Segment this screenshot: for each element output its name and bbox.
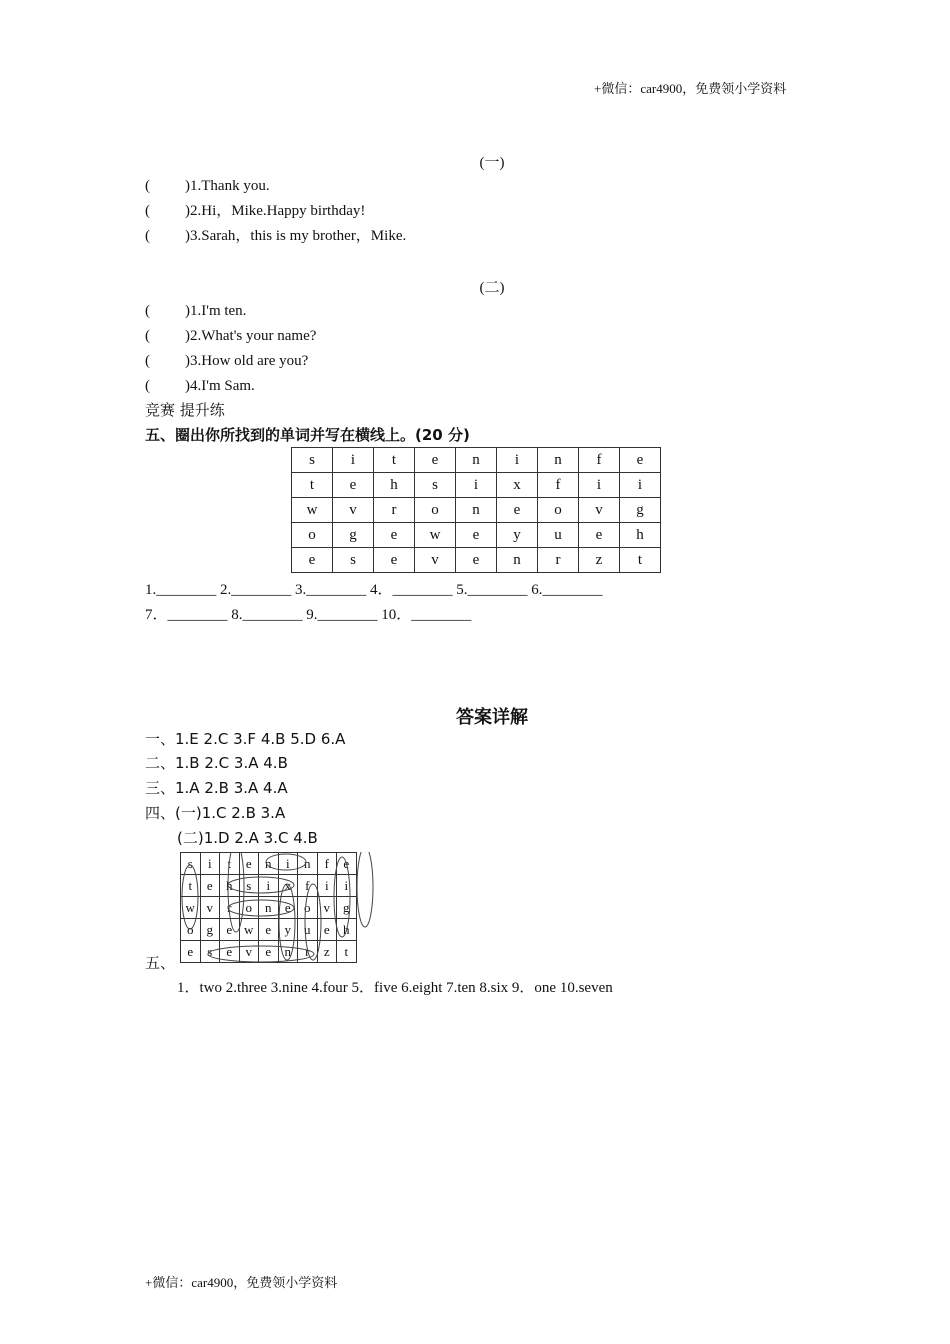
grid-row [292, 523, 661, 548]
grid-cell: e [374, 548, 415, 573]
grid-cell: r [220, 897, 240, 919]
grid-cell: e [415, 448, 456, 473]
grid-cell: o [292, 523, 333, 548]
answers-title: 答案详解 [456, 707, 528, 728]
grid-cell: g [333, 523, 374, 548]
grid-cell: f [298, 875, 318, 897]
answer-paren[interactable]: ( [145, 228, 150, 244]
list-item [145, 301, 246, 321]
answer-line-1: 一、1.E 2.C 3.F 4.B 5.D 6.A [145, 730, 346, 748]
answer-paren[interactable]: ( [145, 303, 150, 319]
grid-cell: w [239, 919, 259, 941]
circle-nine [334, 857, 350, 937]
grid-cell: e [456, 548, 497, 573]
grid-cell: s [415, 473, 456, 498]
footer-note: +微信：car4900，免费领小学资料 [145, 1275, 338, 1290]
blanks-row-2: 7．________ 8.________ 9.________ 10．________ [145, 607, 472, 623]
grid-cell: i [333, 448, 374, 473]
answer-line-7: 1．two 2.three 3.nine 4.four 5．five 6.eight 7.ten 8.six 9．one 10.seven [177, 980, 613, 996]
grid-cell: t [181, 875, 201, 897]
grid-cell: z [579, 548, 620, 573]
grid-cell: n [456, 448, 497, 473]
grid-cell: o [538, 498, 579, 523]
grid-cell: e [200, 875, 220, 897]
grid-cell: r [298, 941, 318, 963]
grid-cell: n [278, 941, 298, 963]
grid-cell: x [497, 473, 538, 498]
grid-cell: t [337, 941, 357, 963]
grid-cell: f [538, 473, 579, 498]
grid-cell: i [620, 473, 661, 498]
section2-label: (二) [479, 280, 505, 296]
header-note: +微信：car4900，免费领小学资料 [594, 81, 787, 96]
grid-cell: i [456, 473, 497, 498]
grid-cell: w [181, 897, 201, 919]
grid-cell: e [292, 548, 333, 573]
grid-cell: s [181, 853, 201, 875]
grid-row [292, 448, 661, 473]
circle-eight [305, 884, 321, 960]
grid-cell: u [538, 523, 579, 548]
grid-cell: e [278, 897, 298, 919]
grid-cell: h [337, 919, 357, 941]
grid-cell: e [579, 523, 620, 548]
grid-cell: n [259, 897, 279, 919]
item-text: )2.Hi，Mike.Happy birthday! [185, 203, 366, 219]
grid-cell: n [538, 448, 579, 473]
grid-cell: v [333, 498, 374, 523]
grid-cell: f [579, 448, 620, 473]
grid-cell: w [292, 498, 333, 523]
grid-cell: e [220, 919, 240, 941]
grid-cell: e [337, 853, 357, 875]
word-search-grid [291, 447, 661, 573]
competition-label: 竞赛 提升练 [145, 401, 225, 419]
grid-cell: e [456, 523, 497, 548]
grid-cell: i [497, 448, 538, 473]
answer-line-4: 四、(一)1.C 2.B 3.A [145, 804, 286, 822]
grid-cell: n [497, 548, 538, 573]
item-text: )1.Thank you. [185, 178, 270, 194]
circle-seven [208, 946, 314, 962]
grid-cell: n [259, 853, 279, 875]
item-text: )2.What's your name? [185, 328, 317, 344]
grid-cell: e [259, 919, 279, 941]
grid-cell: e [317, 919, 337, 941]
grid-cell: e [259, 941, 279, 963]
circle-four [279, 884, 295, 960]
grid-cell: y [497, 523, 538, 548]
grid-row [292, 548, 661, 573]
grid-cell: t [292, 473, 333, 498]
circle-ten [266, 854, 306, 870]
answer-paren[interactable]: ( [145, 328, 150, 344]
answer-paren[interactable]: ( [145, 353, 150, 369]
grid-cell: h [374, 473, 415, 498]
answer-paren[interactable]: ( [145, 378, 150, 394]
list-item [145, 226, 406, 246]
grid-row [292, 498, 661, 523]
answer-grid [180, 852, 388, 968]
item-text: )3.Sarah，this is my brother，Mike. [185, 228, 407, 244]
grid-cell: v [579, 498, 620, 523]
circle-five [357, 852, 373, 927]
grid-cell: s [333, 548, 374, 573]
grid-cell: v [200, 897, 220, 919]
grid-cell: g [620, 498, 661, 523]
circle-two [182, 865, 198, 929]
grid-cell: g [337, 897, 357, 919]
item-text: )1.I'm ten. [185, 303, 247, 319]
grid-cell: w [415, 523, 456, 548]
grid-cell: e [220, 941, 240, 963]
grid-cell: h [620, 523, 661, 548]
answer-grid-circles [180, 852, 388, 968]
grid-cell: f [317, 853, 337, 875]
grid-cell: u [298, 919, 318, 941]
grid-cell: e [497, 498, 538, 523]
grid-cell: o [181, 919, 201, 941]
item-text: )3.How old are you? [185, 353, 309, 369]
grid-cell: e [333, 473, 374, 498]
list-item [145, 201, 365, 221]
grid-cell: t [374, 448, 415, 473]
list-item [145, 351, 308, 371]
grid-cell: o [415, 498, 456, 523]
grid-cell: e [181, 941, 201, 963]
grid-cell: i [259, 875, 279, 897]
answer-line-2: 二、1.B 2.C 3.A 4.B [145, 754, 288, 772]
grid-cell: n [456, 498, 497, 523]
item-text: )4.I'm Sam. [185, 378, 255, 394]
grid-cell: s [239, 875, 259, 897]
grid-cell: r [538, 548, 579, 573]
answer-paren[interactable]: ( [145, 178, 150, 194]
grid-cell: r [374, 498, 415, 523]
answer-line-5: (二)1.D 2.A 3.C 4.B [177, 829, 318, 847]
grid-cell: x [278, 875, 298, 897]
grid-cell: o [298, 897, 318, 919]
answer-line-3: 三、1.A 2.B 3.A 4.A [145, 779, 288, 797]
list-item [145, 376, 255, 396]
grid-cell: i [579, 473, 620, 498]
grid-cell: v [317, 897, 337, 919]
grid-cell: y [278, 919, 298, 941]
grid-cell: e [374, 523, 415, 548]
grid-cell: h [220, 875, 240, 897]
grid-row [292, 473, 661, 498]
grid-cell: e [620, 448, 661, 473]
grid-cell: v [415, 548, 456, 573]
grid-cell: o [239, 897, 259, 919]
blanks-row-1: 1.________ 2.________ 3.________ 4．________ 5.________ 6.________ [145, 582, 603, 598]
answer-paren[interactable]: ( [145, 203, 150, 219]
circle-six [228, 877, 294, 893]
grid-cell: e [239, 853, 259, 875]
grid-cell: i [278, 853, 298, 875]
grid-cell: s [292, 448, 333, 473]
grid-cell: n [298, 853, 318, 875]
grid-cell: t [620, 548, 661, 573]
grid-cell: g [200, 919, 220, 941]
grid-cell: i [337, 875, 357, 897]
list-item [145, 326, 316, 346]
grid-cell: t [220, 853, 240, 875]
answer-line-6-label: 五、 [145, 954, 176, 972]
question5-title: 五、圈出你所找到的单词并写在横线上。(20 分) [145, 426, 470, 444]
circle-one [228, 900, 294, 916]
grid-cell: z [317, 941, 337, 963]
list-item [145, 176, 270, 196]
grid-cell: i [200, 853, 220, 875]
circle-three [228, 852, 244, 932]
grid-cell: s [200, 941, 220, 963]
grid-cell: v [239, 941, 259, 963]
section1-label: (一) [479, 155, 505, 171]
grid-cell: i [317, 875, 337, 897]
